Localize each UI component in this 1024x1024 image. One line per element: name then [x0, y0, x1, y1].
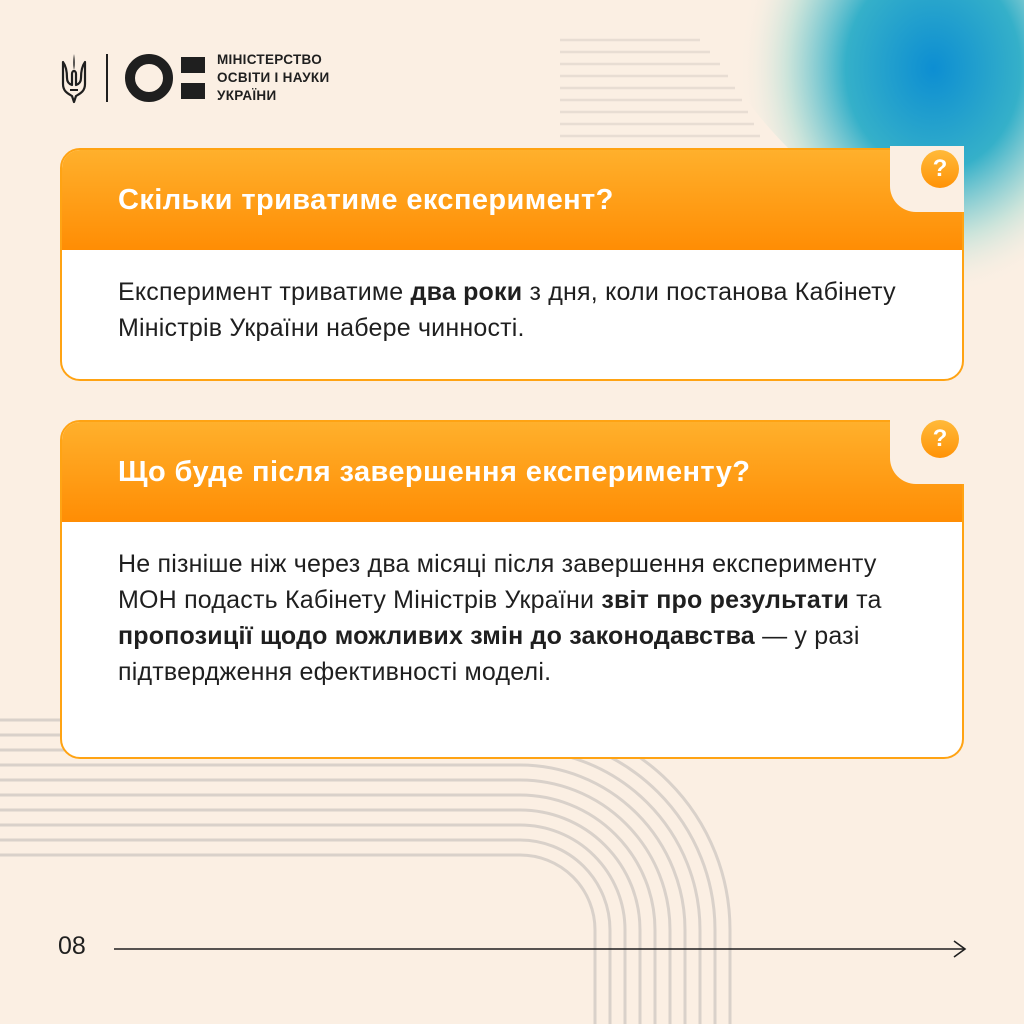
- ministry-name-line-2: ОСВІТИ І НАУКИ: [217, 70, 330, 85]
- faq-card-after-experiment: [60, 420, 964, 759]
- faq-answer-text: [62, 250, 962, 346]
- header-divider: [106, 54, 108, 102]
- faq-question-title: Що буде після завершення експерименту?: [118, 455, 751, 488]
- answer-text-run: Не пізніше ніж через два місяці після завершення експерименту МОН подасть Кабінету Міністрів України: [118, 550, 877, 614]
- faq-card-header: [62, 422, 962, 522]
- trident-emblem-icon: [60, 50, 88, 106]
- ministry-name-line-1: МІНІСТЕРСТВО: [217, 52, 323, 67]
- faq-card-duration: [60, 148, 964, 381]
- answer-text-run: — у разі підтвердження ефективності моделі.: [118, 622, 860, 686]
- question-mark-icon: ?: [921, 150, 959, 188]
- concentric-arcs-bottom: [0, 720, 730, 1024]
- emphasis-text: звіт про результати: [601, 586, 850, 614]
- ministry-name-line-3: УКРАЇНИ: [217, 88, 277, 103]
- emphasis-text: пропозиції щодо можливих змін до законодавства: [118, 622, 755, 650]
- arrow-right-icon: [114, 934, 970, 964]
- answer-text-run: з дня, коли постанова Кабінету Міністрів України набере чинності.: [118, 278, 896, 342]
- page-number: 08: [58, 932, 86, 960]
- answer-text-run: Експеримент триватиме: [118, 278, 411, 306]
- header: [60, 50, 329, 106]
- faq-answer-text: [62, 522, 962, 690]
- emphasis-text: два роки: [410, 278, 523, 306]
- answer-text-run: та: [849, 586, 882, 614]
- question-mark-icon: ?: [921, 420, 959, 458]
- faq-question-title: Скільки триватиме експеримент?: [118, 183, 614, 216]
- mon-logo: [125, 50, 209, 106]
- faq-card-header: [62, 150, 962, 250]
- ministry-name: [217, 51, 329, 105]
